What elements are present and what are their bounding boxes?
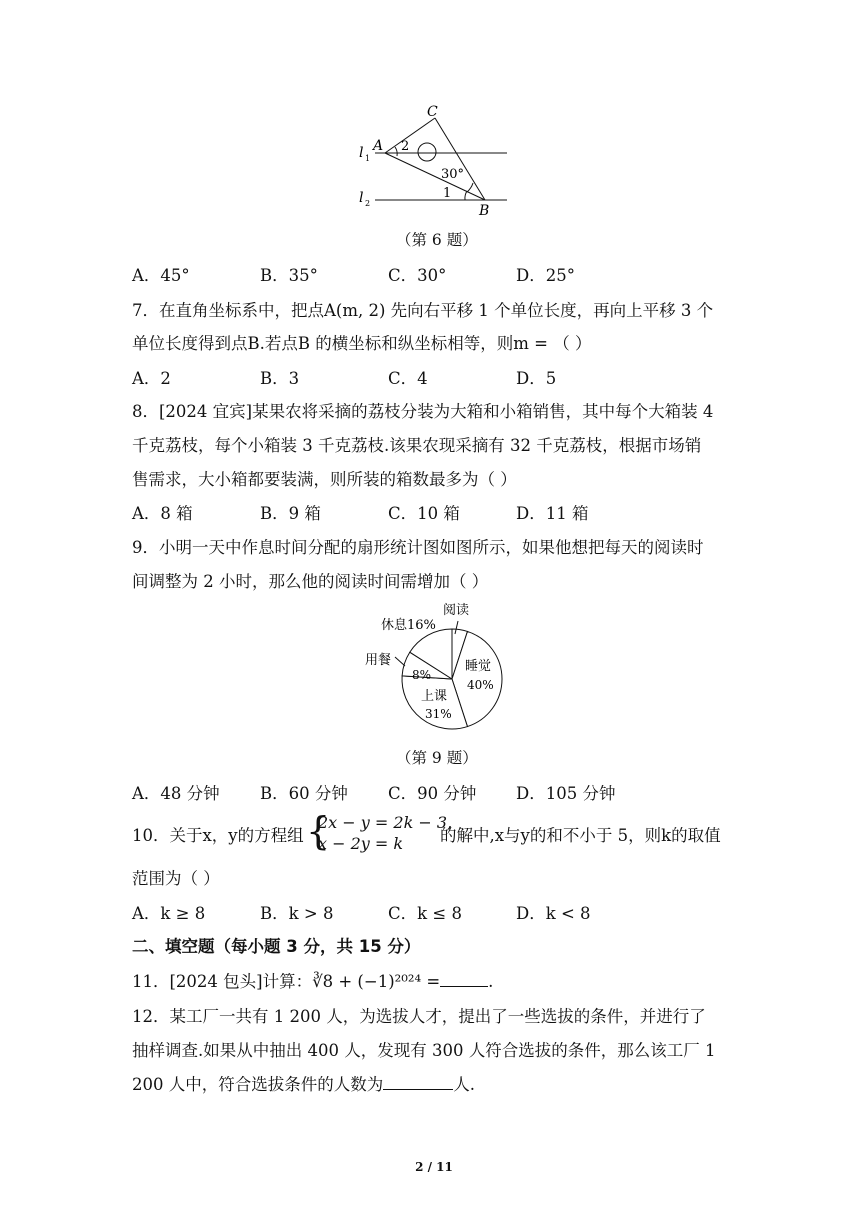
brace-symbol: { (306, 809, 331, 853)
angle-arc-1 (465, 191, 467, 200)
q9-option-a: A．48 分钟 (132, 784, 220, 803)
q8-line-2: 千克荔枝，每个小箱装 3 千克荔枝.该果农现采摘有 32 千克荔枝，根据市场销 (132, 436, 702, 455)
q9-line-2: 间调整为 2 小时，那么他的阅读时间需增加（ ） (132, 572, 489, 591)
q12-line-1: 12．某工厂一共有 1 200 人，为选拔人才，提出了一些选拔的条件，并进行了 (132, 1007, 706, 1026)
q6-option-a: A．45° (132, 266, 190, 285)
circle-mark (418, 143, 436, 161)
q6-option-b: B．35° (260, 266, 318, 285)
label-angle2: 2 (401, 139, 410, 154)
pie-label-sleep: 睡觉 (465, 659, 492, 674)
q9-line-1: 9．小明一天中作息时间分配的扇形统计图如图所示，如果他想把每天的阅读时 (132, 538, 704, 557)
label-angle30: 30° (441, 167, 465, 182)
pie-label-class-pct: 31% (425, 707, 452, 721)
q6-option-c: C．30° (388, 266, 447, 285)
q10-equation-1: 2x − y = 2k − 3, (318, 813, 453, 832)
q8-option-b: B．9 箱 (260, 504, 321, 523)
q12-line-2: 抽样调查.如果从中抽出 400 人，发现有 300 人符合选拔的条件，那么该工厂 1 (132, 1041, 716, 1060)
q7-line-1: 7．在直角坐标系中，把点A(m, 2) 先向右平移 1 个单位长度，再向上平移 3 个 (132, 301, 714, 320)
pie-label-reading: 阅读 (443, 603, 470, 618)
label-C: C (427, 104, 438, 120)
q10-option-b: B．k > 8 (260, 904, 334, 923)
angle-arc-2 (395, 147, 397, 156)
q9-option-d: D．105 分钟 (516, 784, 616, 803)
figure-6-caption: （第 6 题） (396, 231, 478, 249)
q7-line-2: 单位长度得到点B.若点B 的横坐标和纵坐标相等，则m = （ ） (132, 334, 592, 353)
pie-label-meal-pct: 8% (412, 668, 432, 682)
angle-arc-30 (467, 183, 473, 192)
q7-option-b: B．3 (260, 369, 300, 388)
segment-AB (385, 153, 485, 200)
label-l1: l (359, 145, 364, 161)
label-B: B (479, 203, 490, 219)
q10-suffix: 的解中,x与y的和不小于 5，则k的取值 (440, 826, 721, 845)
meal-pointer (395, 657, 405, 666)
q9-option-b: B．60 分钟 (260, 784, 348, 803)
q9-option-c: C．90 分钟 (388, 784, 477, 803)
label-angle1: 1 (443, 186, 452, 201)
label-l2-sub: 2 (365, 199, 371, 208)
q12-line-3-text: 200 人中，符合选拔条件的人数为 (132, 1075, 384, 1094)
figure-9-caption: （第 9 题） (396, 749, 478, 767)
section-2-title: 二、填空题（每小题 3 分，共 15 分） (132, 937, 421, 956)
pie-label-sleep-pct: 40% (467, 678, 494, 692)
q6-option-d: D．25° (516, 266, 575, 285)
q11-text: 11．[2024 包头]计算：∛8 + (−1)²⁰²⁴ = (132, 972, 441, 991)
q7-option-d: D．5 (516, 369, 557, 388)
q10-option-d: D．k < 8 (516, 904, 591, 923)
q10-option-c: C．k ≤ 8 (388, 904, 462, 923)
q7-option-a: A．2 (132, 369, 171, 388)
q12-line-3 (132, 1071, 475, 1095)
q11-end: . (488, 972, 494, 991)
pie-label-rest: 休息16% (381, 618, 436, 633)
page-number: 2 / 11 (415, 1160, 453, 1174)
q8-option-c: C．10 箱 (388, 504, 460, 523)
q10-line-2: 范围为（ ） (132, 869, 220, 888)
q12-end: 人. (453, 1075, 475, 1094)
q10-option-a: A．k ≥ 8 (132, 904, 206, 923)
segment-AC (385, 118, 435, 153)
figure-6-diagram (355, 100, 525, 220)
q10-prefix: 10．关于x，y的方程组 (132, 826, 304, 845)
q10-equation-2: x − 2y = k (318, 834, 404, 853)
label-l2: l (359, 190, 364, 206)
pie-chart (355, 596, 515, 736)
q8-line-1: 8．[2024 宜宾]某果农将采摘的荔枝分装为大箱和小箱销售，其中每个大箱装 4 (132, 402, 714, 421)
pie-label-meal: 用餐 (365, 653, 392, 668)
q8-option-a: A．8 箱 (132, 504, 193, 523)
label-l1-sub: 1 (365, 154, 371, 163)
pie-label-class: 上课 (421, 689, 448, 704)
q11-blank (440, 972, 488, 987)
q11-line (132, 968, 493, 992)
q7-option-c: C．4 (388, 369, 428, 388)
q8-line-3: 售需求，大小箱都要装满，则所装的箱数最多为（ ） (132, 470, 517, 489)
q8-option-d: D．11 箱 (516, 504, 589, 523)
label-A: A (373, 138, 384, 154)
q12-blank (383, 1075, 453, 1090)
